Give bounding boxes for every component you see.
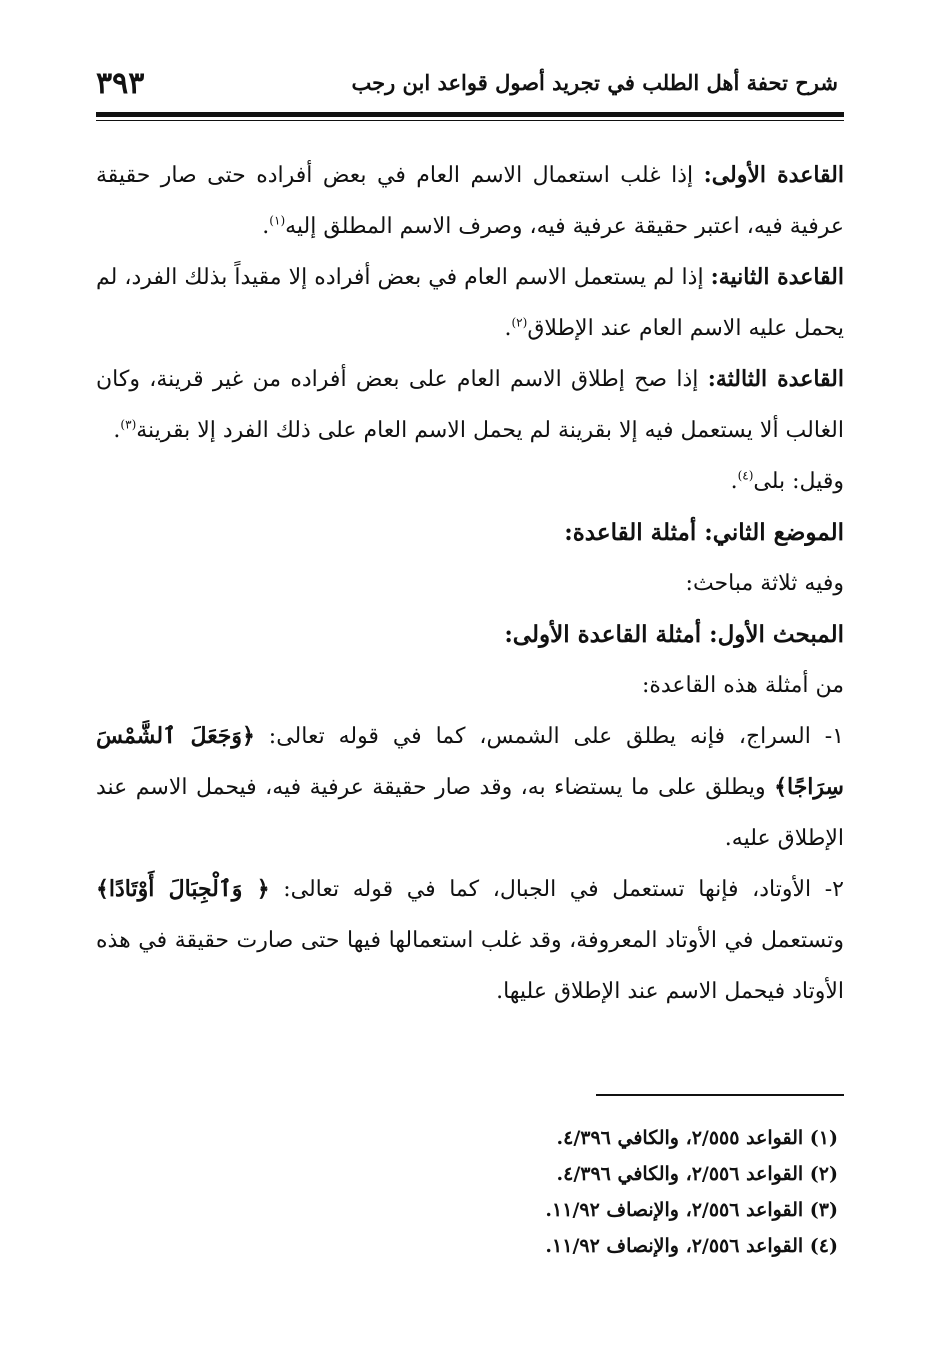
example-one-end: ويطلق على ما يستضاء به، وقد صار حقيقة عرفية فيه، فيحمل الاسم عند الإطلاق عليه. [96, 775, 844, 851]
footnotes [96, 1120, 838, 1264]
example-one-start: ١- السراج، فإنه يطلق على الشمس، كما في قوله تعالى: [254, 724, 844, 749]
section-intro: وفيه ثلاثة مباحث: [685, 571, 844, 596]
footnote-4: (٤) القواعد ٢/٥٥٦، والإنصاف ١١/٩٢. [545, 1235, 838, 1257]
rule-three-text: إذا صح إطلاق الاسم العام على بعض أفراده من غير قرينة، وكان الغالب ألا يستعمل فيه إلا بقرينة لم يحمل الاسم العام على ذلك الفرد إلا بقرينة [96, 367, 844, 443]
rule-two-text: إذا لم يستعمل الاسم العام في بعض أفراده إلا مقيداً بذلك الفرد، لم يحمل عليه الاسم العام عند الإطلاق [96, 265, 844, 341]
rule-three-paragraph: القاعدة الثالثة: إذا صح إطلاق الاسم العام على بعض أفراده من غير قرينة، وكان الغالب ألا يستعمل فيه إلا بقرينة لم يحمل الاسم العام على ذلك الفرد إلا بقرينة$^{(٣)}$. [96, 366, 844, 443]
rule-one-label: القاعدة الأولى: [703, 162, 844, 188]
example-two-end: وتستعمل في الأوتاد المعروفة، وقد غلب استعمالها فيها حتى صارت حقيقة في هذه الأوتاد فيحمل الاسم عند الإطلاق عليها. [96, 928, 844, 1004]
example-two-start: ٢- الأوتاد، فإنها تستعمل في الجبال، كما في قوله تعالى: [269, 877, 844, 902]
page-number: ٣٩٣ [96, 66, 145, 101]
example-one-verse: ﴿وَجَعَلَ ٱلشَّمْسَ سِرَاجًا﴾ [96, 723, 844, 800]
footnote-3: (٣) القواعد ٢/٥٥٦، والإنصاف ١١/٩٢. [545, 1199, 838, 1221]
footnote-ref-1[interactable]: (١) [269, 213, 286, 228]
rule-three-label: القاعدة الثالثة: [707, 366, 844, 392]
footnote-ref-2[interactable]: (٢) [511, 315, 528, 330]
footnote-2: (٢) القواعد ٢/٥٥٦، والكافي ٤/٣٩٦. [556, 1163, 838, 1185]
alternate-opinion-text: وقيل: بلى [753, 469, 844, 494]
running-title: شرح تحفة أهل الطلب في تجريد أصول قواعد ابن رجب [351, 70, 838, 95]
example-one [96, 711, 844, 864]
rule-two-paragraph: القاعدة الثانية: إذا لم يستعمل الاسم العام في بعض أفراده إلا مقيداً بذلك الفرد، لم يحمل عليه الاسم العام عند الإطلاق$^{(٢)}$. [96, 264, 844, 341]
alternate-opinion: وقيل: بلى$^{(٤)}$. [730, 468, 844, 494]
rule-two-label: القاعدة الثانية: [710, 264, 844, 290]
header-rule-thin [96, 120, 844, 121]
footnote-1: (١) القواعد ٢/٥٥٥، والكافي ٤/٣٩٦. [556, 1127, 838, 1149]
footnote-separator [596, 1094, 844, 1096]
example-two [96, 864, 844, 1017]
footnote-ref-3[interactable]: (٣) [120, 417, 137, 432]
page-header [96, 66, 838, 106]
rule-one-paragraph: القاعدة الأولى: إذا غلب استعمال الاسم العام في بعض أفراده حتى صار حقيقة عرفية فيه، اعتبر حقيقة عرفية فيه، وصرف الاسم المطلق إليه$^{(١)}$. [96, 162, 844, 239]
examples-intro: من أمثلة هذه القاعدة: [641, 673, 844, 698]
section-heading: الموضع الثاني: أمثلة القاعدة: [564, 519, 844, 546]
footnote-ref-4[interactable]: (٤) [737, 468, 754, 483]
header-rule-thick [96, 112, 844, 117]
main-text [96, 150, 844, 1017]
subsection-heading: المبحث الأول: أمثلة القاعدة الأولى: [504, 621, 844, 648]
example-two-verse: ﴿ وَٱلْجِبَالَ أَوْتَادًا﴾ [96, 876, 270, 902]
rule-one-text: إذا غلب استعمال الاسم العام في بعض أفراده حتى صار حقيقة عرفية فيه، اعتبر حقيقة عرفية فيه، وصرف الاسم المطلق إليه [96, 163, 844, 239]
